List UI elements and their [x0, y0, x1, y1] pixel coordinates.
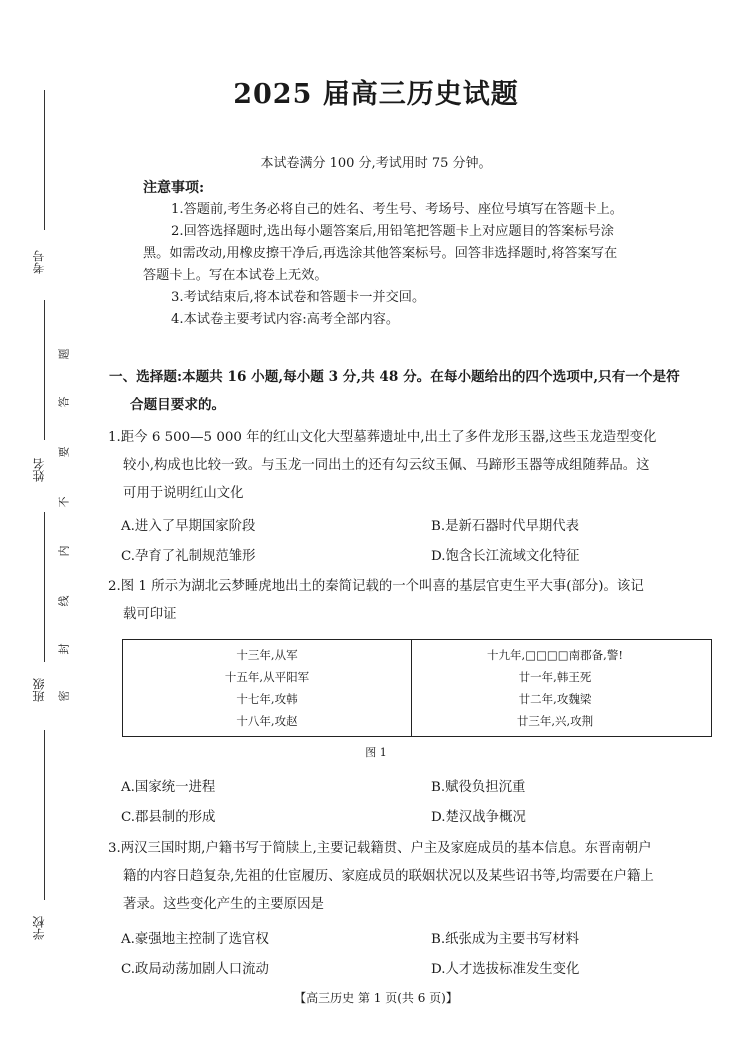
q1-stem-line-1: 1.距今 6 500—5 000 年的红山文化大型墓葬遗址中,出土了多件龙形玉器,这些玉龙造型变化	[108, 430, 657, 445]
q3-option-d[interactable]: D.人才选拔标准发生变化	[431, 962, 580, 977]
table-left-row-1: 十三年,从军	[236, 648, 298, 662]
q3-option-b[interactable]: B.纸张成为主要书写材料	[431, 932, 580, 947]
q2-option-d[interactable]: D.楚汉战争概况	[431, 810, 526, 825]
q3-stem-line-1: 3.两汉三国时期,户籍书写于简牍上,主要记载籍贯、户主及家庭成员的基本信息。东晋南朝户	[108, 841, 652, 856]
section-heading	[109, 363, 721, 419]
seal-char-5: 内	[57, 545, 71, 557]
q1-stem-line-3: 可用于说明红山文化	[123, 486, 244, 501]
class-label: 班级	[32, 678, 46, 702]
notice-heading: 注意事项:	[143, 180, 205, 196]
name-label: 姓名	[32, 458, 46, 482]
q1-option-a[interactable]: A.进入了早期国家阶段	[121, 519, 256, 534]
seal-char-1: 题	[57, 348, 71, 360]
notice-item-2-cont2: 答题卡上。写在本试卷上无效。	[143, 268, 328, 283]
notice-item-3: 3.考试结束后,将本试卷和答题卡一并交回。	[171, 290, 426, 305]
q1-stem-line-2: 较小,构成也比较一致。与玉龙一同出土的还有勾云纹玉佩、马蹄形玉器等成组随葬品。这	[123, 458, 650, 473]
table-right-row-2: 廿一年,韩王死	[518, 670, 592, 684]
section-heading-line-1: 一、选择题:本题共 16 小题,每小题 3 分,共 48 分。在每小题给出的四个选项中,只有一个是符	[109, 369, 680, 385]
table-right-row-3: 廿二年,攻魏梁	[518, 692, 592, 706]
notice-item-4: 4.本试卷主要考试内容:高考全部内容。	[171, 312, 400, 327]
question-1	[108, 424, 720, 508]
seal-char-7: 封	[57, 643, 71, 655]
figure-1-caption: 图 1	[365, 746, 387, 759]
table-left-row-3: 十七年,攻韩	[236, 692, 298, 706]
q1-option-b[interactable]: B.是新石器时代早期代表	[431, 519, 580, 534]
exam-subtitle: 本试卷满分 100 分,考试用时 75 分钟。	[260, 156, 492, 171]
figure-1-table	[122, 639, 712, 737]
q2-stem-line-2: 载可印证	[123, 607, 177, 622]
table-right-row-1: 十九年,□□□□南郡备,警!	[487, 648, 623, 662]
q3-stem-line-2: 籍的内容日趋复杂,先祖的仕宦履历、家庭成员的联姻状况以及某些诏书等,均需要在户籍上	[123, 869, 654, 884]
notice-item-1: 1.答题前,考生务必将自己的姓名、考生号、考场号、座位号填写在答题卡上。	[171, 202, 623, 217]
q3-stem-line-3: 著录。这些变化产生的主要原因是	[123, 897, 324, 912]
school-label: 学校	[32, 916, 46, 940]
seal-char-3: 要	[57, 446, 71, 458]
exam-no-label: 考号	[32, 250, 46, 274]
q3-option-c[interactable]: C.政局动荡加剧人口流动	[121, 962, 269, 977]
q2-option-c[interactable]: C.郡县制的形成	[121, 810, 216, 825]
seal-char-2: 答	[57, 396, 71, 408]
table-right-row-4: 廿三年,兴,攻荆	[516, 714, 594, 728]
seal-char-6: 线	[57, 595, 71, 607]
seal-char-8: 密	[57, 690, 71, 702]
q1-option-c[interactable]: C.孕育了礼制规范雏形	[121, 549, 256, 564]
seal-char-4: 不	[57, 496, 71, 508]
q2-option-b[interactable]: B.赋役负担沉重	[431, 780, 526, 795]
binding-line-2	[44, 300, 45, 440]
q1-option-d[interactable]: D.饱含长江流域文化特征	[431, 549, 580, 564]
q2-stem-line-1: 2.图 1 所示为湖北云梦睡虎地出土的秦简记载的一个叫喜的基层官吏生平大事(部分)。该记	[108, 579, 644, 594]
q3-option-a[interactable]: A.豪强地主控制了选官权	[121, 932, 269, 947]
section-heading-line-2: 合题目要求的。	[130, 397, 226, 413]
page-footer: 【高三历史 第 1 页(共 6 页)】	[294, 991, 458, 1005]
question-3	[108, 835, 720, 919]
table-left-row-2: 十五年,从平阳军	[224, 670, 310, 684]
q2-option-a[interactable]: A.国家统一进程	[121, 780, 216, 795]
table-left-row-4: 十八年,攻赵	[236, 714, 298, 728]
binding-line-3	[44, 512, 45, 662]
question-2	[108, 573, 720, 629]
notice-item-2: 2.回答选择题时,选出每小题答案后,用铅笔把答题卡上对应题目的答案标号涂	[171, 224, 614, 239]
notice-item-2-cont: 黑。如需改动,用橡皮擦干净后,再选涂其他答案标号。回答非选择题时,将答案写在	[143, 246, 618, 261]
notice-list	[143, 199, 703, 331]
exam-title: 2025 届高三历史试题	[233, 79, 519, 110]
